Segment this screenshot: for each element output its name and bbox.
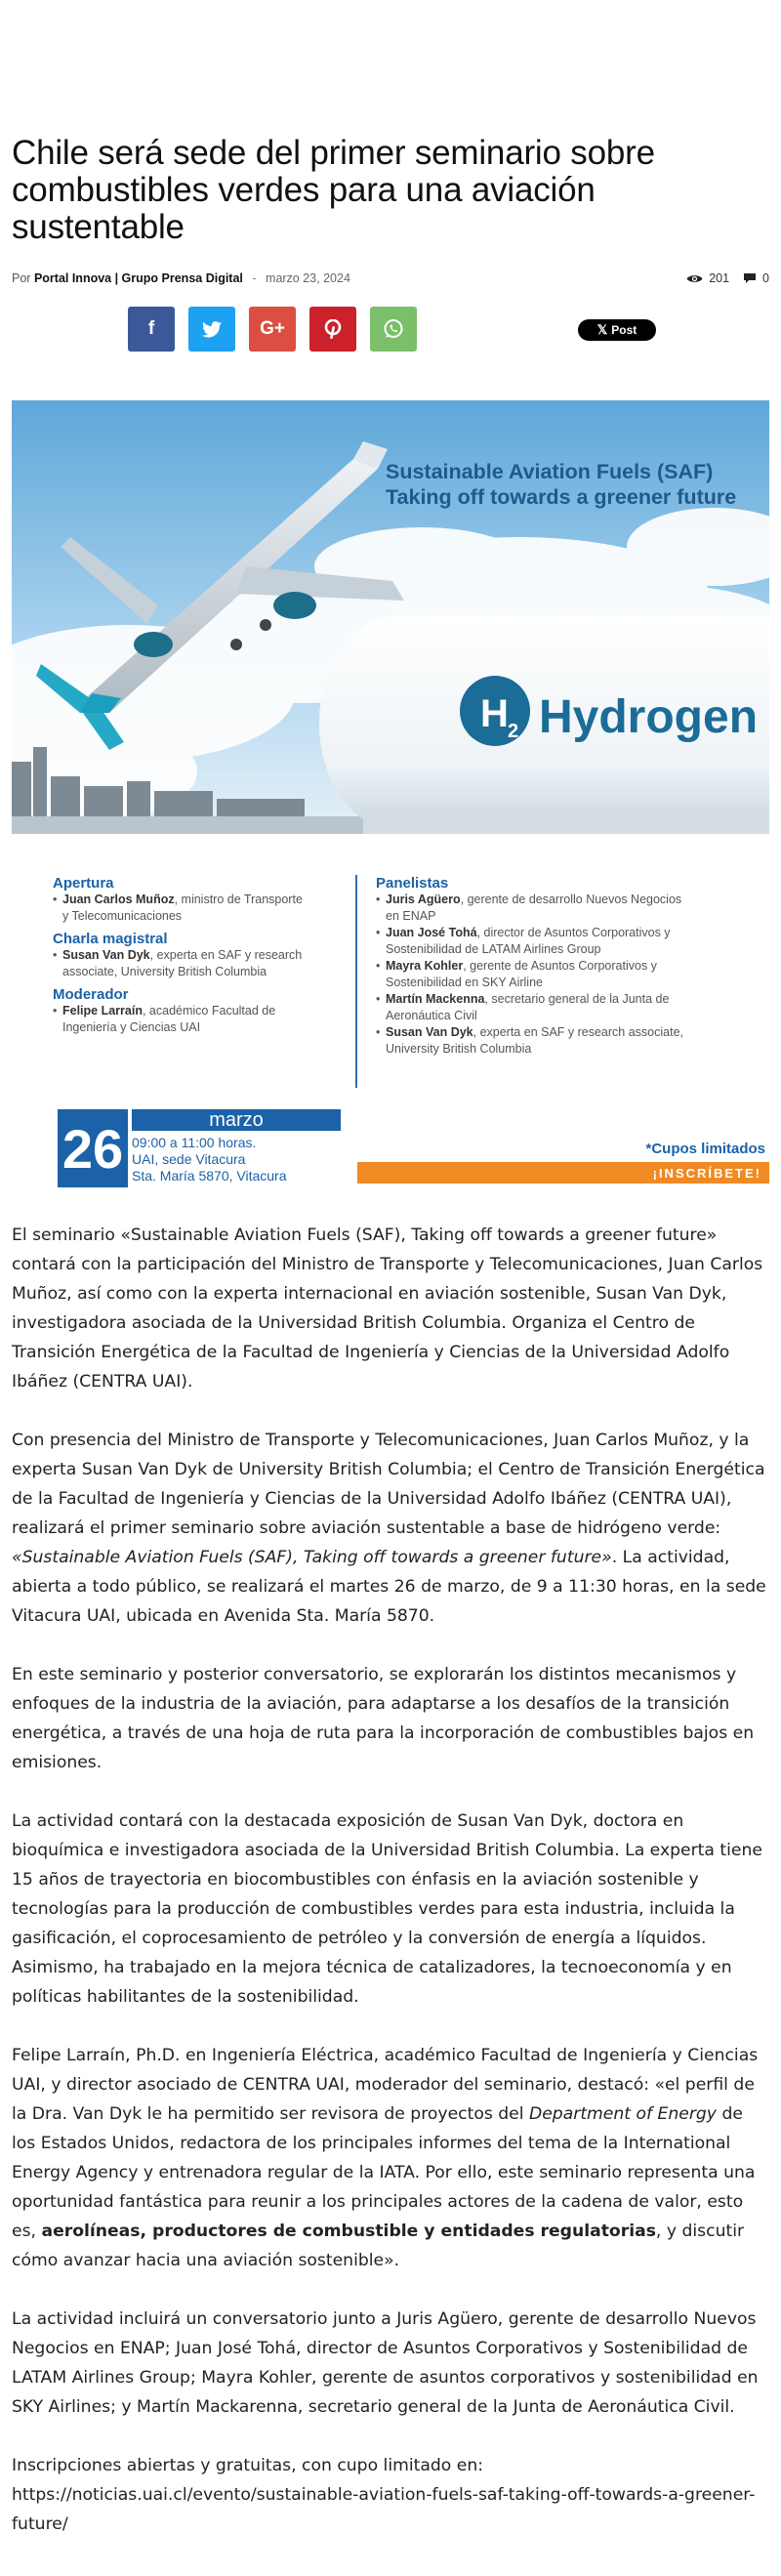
article-date: marzo 23, 2024 [266, 271, 350, 285]
banner-headline-2: Taking off towards a greener future [386, 485, 737, 509]
panelist-item [376, 892, 757, 925]
whatsapp-icon [383, 318, 404, 340]
charla-name: Susan Van Dyk [62, 948, 150, 962]
paragraph-2-a: Con presencia del Ministro de Transporte y Telecomunicaciones, Juan Carlos Muñoz, y la experta Susan Van Dyk de University British Columbia; el Centro de Transición Energética de la Facultad de Ingeniería y Ciencias de la Universidad Adolfo Ibáñez (CENTRA UAI), realizará el primer seminario sobre aviación sustentable a base de hidrógeno verde: [12, 1431, 765, 1538]
paragraph-5-bold: aerolíneas, productores de combustible y entidades regulatorias [41, 2222, 656, 2241]
panelist-4-name: Martín Mackenna [386, 992, 485, 1006]
panelist-1-desc-2: en ENAP [386, 909, 436, 923]
panelist-2-desc-1: , director de Asuntos Corporativos y [476, 926, 671, 939]
panelist-5-desc-2: University British Columbia [386, 1042, 532, 1056]
apertura-item [53, 892, 355, 925]
panelist-3-name: Mayra Kohler [386, 959, 464, 973]
moderador-desc-2: Ingeniería y Ciencias UAI [62, 1020, 201, 1034]
panelists-column [376, 875, 757, 1058]
apertura-desc-1: , ministro de Transporte [174, 893, 303, 906]
panelistas-title: Panelistas [376, 875, 449, 892]
article-title: Chile será sede del primer seminario sobre combustibles verdes para una aviación sustentable [12, 134, 655, 246]
hydrogen-tank [319, 615, 769, 834]
tank-h-text: H [480, 692, 509, 735]
paragraph-1: El seminario «Sustainable Aviation Fuels (SAF), Taking off towards a greener future» contará con la participación del Ministro de Transporte y Telecomunicaciones, Juan Carlos Muñoz, así como con la experta internacional en aviación sostenible, Susan Van Dyk, investigadora asociada de la Universidad British Columbia. Organiza el Centro de Transición Energética de la Facultad de Ingeniería y Ciencias de la Universidad Adolfo Ibáñez (CENTRA UAI). [12, 1226, 763, 1392]
banner-headline-1: Sustainable Aviation Fuels (SAF) [386, 460, 714, 483]
paragraph-2-quote: «Sustainable Aviation Fuels (SAF), Taking off towards a greener future» [12, 1548, 612, 1567]
moderador-title: Moderador [53, 986, 129, 1003]
panelist-item [376, 991, 757, 1024]
share-bar [128, 307, 417, 352]
panelist-3-desc-1: , gerente de Asuntos Corporativos y [463, 959, 657, 973]
panelist-1-name: Juris Agüero [386, 893, 461, 906]
moderador-desc-1: , académico Facultad de [142, 1004, 276, 1018]
panelist-5-name: Susan Van Dyk [386, 1025, 473, 1039]
program-info [12, 834, 769, 1191]
twitter-icon [202, 321, 222, 338]
paragraph-5-c: de los Estados Unidos, redactora de los principales informes del tema de la International Energy Agency y entrenadora regular de la IATA. Por ello, este seminario representa una oportunidad fantástica para reunir a los principales actores de la cadena de valor, esto es, [12, 2104, 756, 2241]
paragraph-4: La actividad contará con la destacada exposición de Susan Van Dyk, doctora en bioquímica e investigadora asociada de la Universidad British Columbia. La experta tiene 15 años de trayectoria en biocombustibles con énfasis en la aviación sostenible y tecnologías para la producción de combustibles verdes para esta industria, incluida la gasificación, el coprocesamiento de petróleo y la conversión de energía a líquidos. Asimismo, ha trabajado en la mejora técnica de catalizadores, la tecnoeconomía y en políticas habilitantes de la sostenibilidad. [12, 1811, 762, 2007]
panelist-3-desc-2: Sostenibilidad en SKY Airline [386, 976, 543, 989]
paragraph-3: En este seminario y posterior conversatorio, se explorarán los distintos mecanismos y enfoques de la industria de la aviación, para adaptarse a los desafíos de la transición energética, a través de una hoja de ruta para la incorporación de combustibles bajos en emisiones. [12, 1665, 755, 1772]
comments-count: 0 [762, 271, 769, 285]
hero-illustration [12, 400, 769, 834]
panelist-4-desc-1: , secretario general de la Junta de [484, 992, 670, 1006]
paragraph-7 [12, 2451, 769, 2539]
comments-counter[interactable] [743, 271, 769, 285]
cupos-limitados: *Cupos limitados [645, 1141, 765, 1157]
panelist-item [376, 925, 757, 958]
apertura-desc-2: y Telecomunicaciones [62, 909, 183, 923]
paragraph-6: La actividad incluirá un conversatorio junto a Juris Agüero, gerente de desarrollo Nuevos Negocios en ENAP; Juan José Tohá, director de Asuntos Corporativos y Sostenibilidad de LATAM Airlines Group; Mayra Kohler, gerente de asuntos corporativos y sostenibilidad en SKY Airlines; y Martín Mackarenna, secretario general de la Junta de Aeronáutica Civil. [12, 2309, 759, 2417]
charla-desc-1: , experta en SAF y research [149, 948, 303, 962]
panelist-2-name: Juan José Tohá [386, 926, 477, 939]
author-link[interactable]: Portal Innova | Grupo Prensa Digital [33, 271, 243, 285]
eye-icon [686, 273, 703, 284]
charla-title: Charla magistral [53, 931, 168, 947]
panelist-item [376, 958, 757, 991]
paragraph-5-e: , y discutir cómo avanzar hacia una aviación sostenible». [12, 2222, 745, 2270]
views-counter [686, 271, 729, 285]
moderador-item [53, 1003, 355, 1036]
by-label: Por [12, 271, 31, 285]
date-block [58, 1109, 341, 1187]
pinterest-share-button[interactable] [309, 307, 356, 352]
event-time: 09:00 a 11:00 horas. [132, 1135, 257, 1150]
apertura-title: Apertura [53, 875, 114, 892]
googleplus-icon: G+ [260, 318, 285, 339]
x-post-button[interactable] [578, 319, 656, 341]
facebook-share-button[interactable] [128, 307, 175, 352]
paragraph-2 [12, 1426, 769, 1631]
registration-link[interactable]: https://noticias.uai.cl/evento/sustainable-aviation-fuels-saf-taking-off-towards-a-greener-future/ [12, 2485, 756, 2534]
inscribete-button[interactable]: ¡INSCRÍBETE! [357, 1162, 769, 1184]
googleplus-share-button[interactable] [249, 307, 296, 352]
panelist-2-desc-2: Sostenibilidad de LATAM Airlines Group [386, 942, 601, 956]
article-meta [12, 271, 769, 291]
event-day: 26 [58, 1109, 128, 1187]
paragraph-5-doe: Department of Energy [529, 2104, 717, 2124]
paragraph-5-a: Felipe Larraín, Ph.D. en Ingeniería Eléctrica, académico Facultad de Ingeniería y Ciencias UAI, y director asociado de CENTRA UAI, moderador del seminario, destacó: «el perfil de la Dra. Van Dyk le ha permitido ser revisora de proyectos del [12, 2046, 759, 2124]
charla-desc-2: associate, University British Columbia [62, 965, 267, 978]
panelist-4-desc-2: Aeronáutica Civil [386, 1009, 477, 1022]
panelist-item [376, 1024, 757, 1058]
column-divider [355, 875, 357, 1088]
article-body [12, 1221, 769, 2568]
panelist-5-desc-1: , experta en SAF y research associate, [473, 1025, 684, 1039]
meta-separator: - [252, 271, 257, 285]
paragraph-7-a: Inscripciones abiertas y gratuitas, con cupo limitado en: [12, 2456, 484, 2475]
left-program-column [53, 875, 355, 1036]
charla-item [53, 947, 355, 980]
paragraph-2-c: . La actividad, abierta a todo público, se realizará el martes 26 de marzo, de 9 a 11:30 horas, en la sede Vitacura UAI, ubicada en Avenida Sta. María 5870. [12, 1548, 766, 1626]
paragraph-5 [12, 2041, 769, 2275]
moderador-name: Felipe Larraín [62, 1004, 143, 1018]
event-month: marzo [132, 1109, 341, 1131]
comment-icon [743, 272, 757, 284]
views-count: 201 [709, 271, 730, 285]
x-post-label: Post [611, 323, 637, 337]
panelist-1-desc-1: , gerente de desarrollo Nuevos Negocios [460, 893, 682, 906]
event-banner[interactable] [12, 400, 769, 1191]
event-place-1: UAI, sede Vitacura [132, 1151, 246, 1167]
event-place-2: Sta. María 5870, Vitacura [132, 1168, 287, 1184]
tank-hydrogen-text: Hydrogen [539, 691, 759, 743]
pinterest-icon [324, 319, 342, 339]
x-logo-icon: 𝕏 [596, 322, 608, 337]
whatsapp-share-button[interactable] [370, 307, 417, 352]
event-details [132, 1135, 347, 1184]
twitter-share-button[interactable] [188, 307, 235, 352]
tank-sub-text: 2 [508, 721, 519, 742]
facebook-icon: f [147, 318, 155, 339]
apertura-name: Juan Carlos Muñoz [62, 893, 175, 906]
